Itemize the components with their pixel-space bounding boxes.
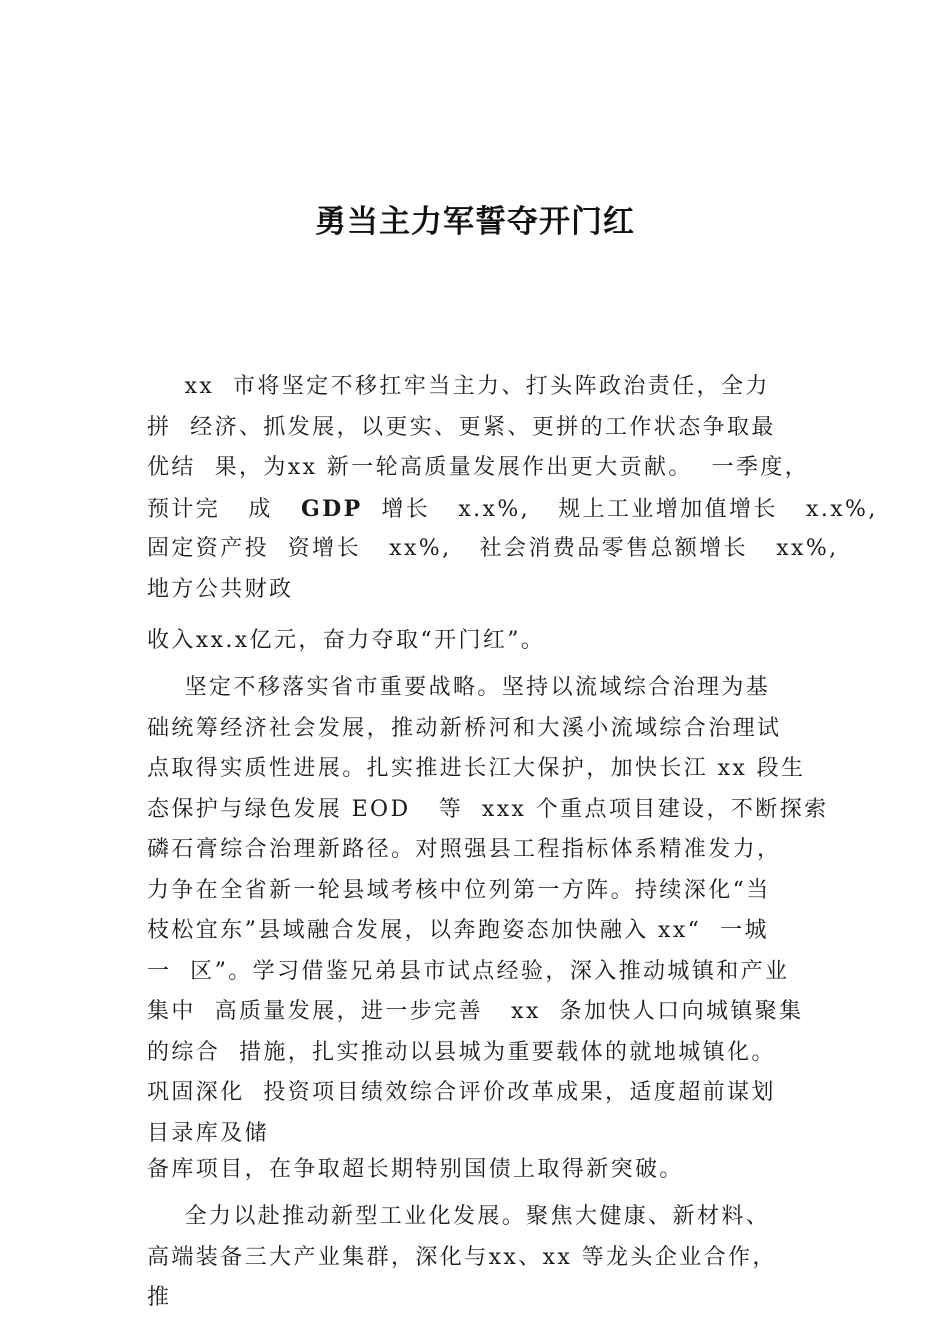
paragraph-2-line-7: 枝松宜东”县域融合发展，以奔跑姿态加快融入 xx“ 一城 [147, 918, 769, 943]
document-title: 勇当主力军誓夺开门红 [315, 204, 635, 240]
paragraph-2-line-4: 态保护与绿色发展 EOD 等 xxx 个重点项目建设，不断探索 [147, 796, 829, 822]
paragraph-1-line-3: 优结 果，为xx 新一轮高质量发展作出更大贡献。 一季度， [147, 455, 810, 480]
paragraph-1-line-4-rest: 增长 x.x%, 规上工业增加值增长 x.x%, [362, 496, 878, 522]
paragraph-2 [147, 668, 829, 1154]
gdp-keyword: GDP [300, 495, 363, 522]
paragraph-1-continuation [147, 621, 807, 662]
paragraph-2-continuation-line: 备库项目，在争取超长期特别国债上取得新突破。 [147, 1157, 684, 1182]
paragraph-2-line-2: 础统筹经济社会发展，推动新桥河和大溪小流域综合治理试 [147, 715, 782, 741]
paragraph-1-line-1: xx 市将坚定不移扛牢当主力、打头阵政治责任，全力 [147, 374, 770, 399]
paragraph-1-line-5: 固定资产投 资增长 xx%, 社会消费品零售总额增长 xx%, [147, 536, 839, 561]
paragraph-1-line-4 [147, 489, 878, 530]
paragraph-2-line-10: 的综合 措施，扎实推动以县城为重要载体的就地城镇化。 [147, 1039, 776, 1065]
paragraph-1-line-6: 地方公共财政 [147, 576, 294, 602]
paragraph-2-line-6: 力争在全省新一轮县域考核中位列第一方阵。持续深化“当 [147, 877, 771, 903]
paragraph-2-line-8: 一 区”。学习借鉴兄弟县市试点经验，深入推动城镇和产业 [147, 958, 790, 984]
paragraph-3-line-1: 全力以赴推动新型工业化发展。聚焦大健康、新材料、 [147, 1204, 771, 1229]
paragraph-2-line-1: 坚定不移落实省市重要战略。坚持以流域综合治理为基 [147, 675, 771, 700]
paragraph-2-line-9: 集中 高质量发展，进一步完善 xx 条加快人口向城镇聚集 [147, 999, 804, 1024]
paragraph-1-line-4-start: 预计完 成 [147, 496, 301, 522]
paragraph-3-line-3: 推 [147, 1285, 172, 1310]
paragraph-2-line-11: 巩固深化 投资项目绩效综合评价改革成果，适度超前谋划 [147, 1080, 776, 1105]
paragraph-1-line-2: 拼 经济、抓发展，以更实、更紧、更拼的工作状态争取最 [147, 414, 776, 440]
paragraph-1 [147, 367, 878, 610]
paragraph-2-line-5: 磷石膏综合治理新路径。对照强县工程指标体系精准发力， [147, 837, 782, 862]
paragraph-1-continuation-line: 收入xx.x亿元，奋力夺取“开门红”。 [147, 628, 546, 653]
paragraph-2-line-12: 目录库及储 [147, 1120, 270, 1146]
paragraph-3-line-2: 高端装备三大产业集群，深化与xx、xx 等龙头企业合作， [147, 1244, 777, 1270]
paragraph-3 [147, 1197, 807, 1319]
paragraph-2-line-3: 点取得实质性进展。扎实推进长江大保护，加快长江 xx 段生 [147, 756, 806, 781]
paragraph-2-continuation [147, 1150, 807, 1191]
